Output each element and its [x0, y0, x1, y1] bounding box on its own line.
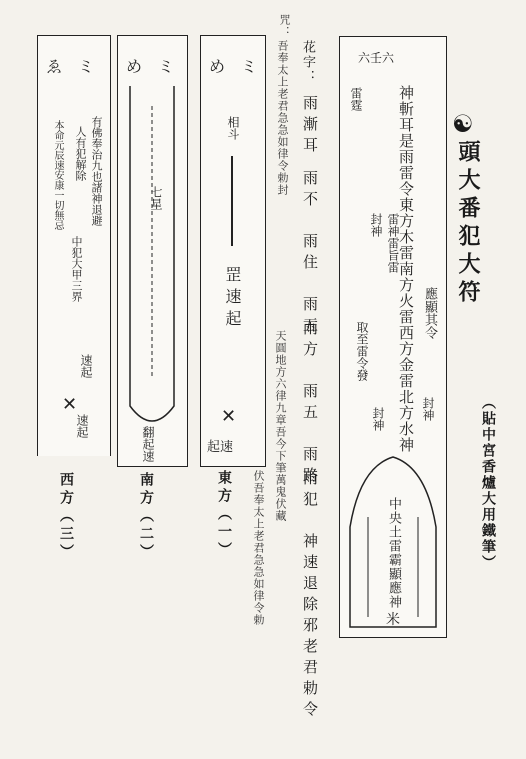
notes-column-3: 雨方 雨五 雨路	[301, 320, 319, 488]
talisman-south	[117, 35, 188, 467]
caption-east: 東方（一）	[216, 470, 232, 560]
main-talisman-header: 六壬六	[358, 51, 395, 65]
script-column-2: 吾奉太上老君急急如律令勅封	[276, 40, 289, 196]
caption-west: 西方（三）	[58, 472, 74, 562]
script-column-4: 伏吾奉太上老君急急如律令勅	[252, 470, 265, 626]
talisman-west	[37, 35, 111, 456]
talisman-west-foot-1: 速起	[79, 354, 93, 378]
notes-column-1: 雨漸耳	[301, 95, 319, 158]
talisman-west-column-1: 有佛奉治九也諸神退避	[90, 116, 103, 226]
main-talisman-column-1: 神斬耳是雨雷令東方木雷南方火雷西方金雷北方水神	[397, 85, 415, 453]
talisman-east-glyph: め ミ	[209, 57, 258, 76]
script-column-1: 咒：	[278, 14, 291, 38]
yin-yang-icon: ☯	[452, 110, 474, 138]
main-talisman-column-7: 封神	[421, 397, 435, 421]
main-talisman-column-3: 雷神雷旨雷封神	[369, 213, 400, 273]
talisman-west-column-3: 本命元辰速安康一切無忌	[52, 120, 63, 230]
talisman-south-sword-shape	[118, 76, 187, 456]
talisman-west-glyph: ゑ ミ	[46, 57, 95, 76]
main-talisman-column-2: 雷霆	[349, 87, 363, 111]
notes-column-4: 雨犯 神速退除邪老君勅令	[301, 470, 319, 722]
talisman-west-column-2: 人有犯解除	[74, 126, 87, 181]
talisman-east-foot: 起速	[207, 440, 234, 455]
caption-south: 南方（二）	[138, 472, 154, 562]
main-talisman	[339, 36, 447, 638]
talisman-south-foot: 翻起速	[141, 426, 155, 462]
notes-header: 花字：	[300, 40, 315, 85]
page-subtitle: （貼中宮香爐大用鐵筆）	[480, 395, 496, 571]
talisman-west-foot-2: 速起	[75, 414, 89, 438]
main-talisman-center: 中央土雷霸顯應神	[386, 497, 401, 609]
main-talisman-column-6: 封神	[371, 407, 385, 431]
script-column-3: 天圓地方六律九章吾今下筆萬鬼伏藏	[274, 330, 287, 522]
talisman-south-column-1: 七星	[149, 186, 163, 210]
talisman-east-stroke	[231, 156, 233, 246]
main-talisman-bottom-glyph: 米	[386, 612, 400, 628]
notes-column-2: 雨不 雨住 雨五	[301, 170, 319, 338]
talisman-south-glyph: め ミ	[126, 57, 175, 76]
talisman-east-cross-icon: ✕	[221, 406, 237, 427]
talisman-west-cross-icon: ✕	[62, 394, 78, 415]
talisman-west-center: 中犯大甲三界	[70, 236, 83, 302]
main-talisman-column-5: 取至雷令發	[355, 321, 369, 381]
talisman-east-column-2: 罡速起	[223, 266, 242, 332]
talisman-east-column-1: 相斗	[226, 116, 240, 140]
main-talisman-column-4: 應顯其令	[422, 287, 437, 339]
talisman-east	[200, 35, 266, 467]
page-title: 頭大番犯大符	[455, 140, 480, 308]
